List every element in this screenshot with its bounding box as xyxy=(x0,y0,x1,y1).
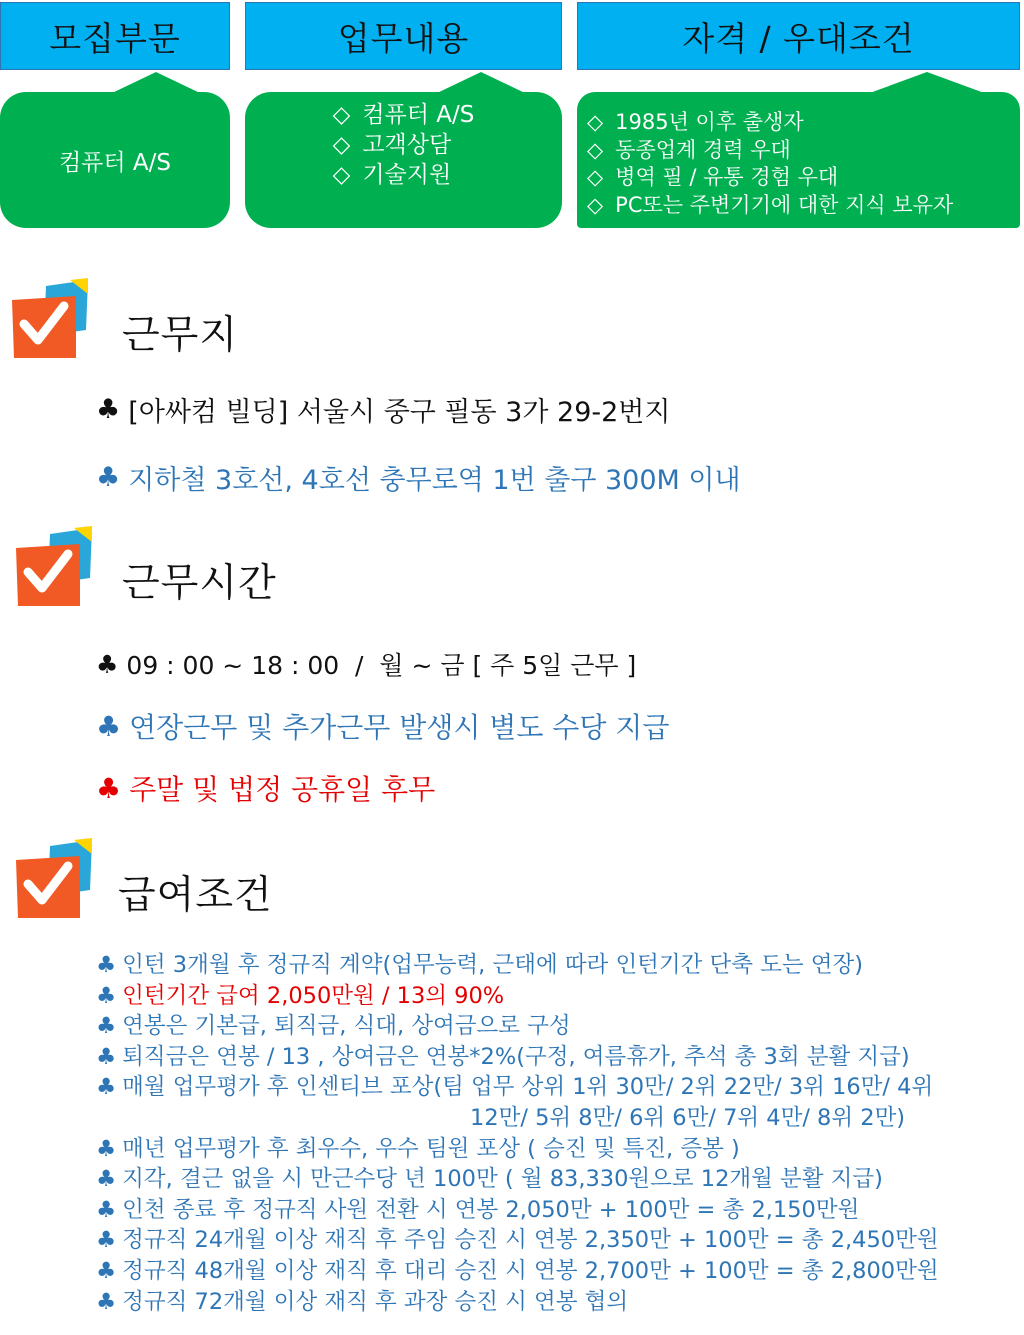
qualification-item-label: PC또는 주변기기에 대한 지식 보유자 xyxy=(615,192,954,217)
salary-item-text: 퇴직금은 연봉 / 13 , 상여금은 연봉*2%(구정, 여름휴가, 추석 총 3회 분활 지급) xyxy=(122,1043,910,1070)
duties-list xyxy=(333,100,475,190)
qualification-item xyxy=(587,109,1020,137)
salary-item-text: 매년 업무평가 후 최우수, 우수 팀원 포상 ( 승진 및 특진, 증봉 ) xyxy=(122,1135,740,1162)
hours-overtime xyxy=(96,706,669,746)
diamond-icon: ◇ xyxy=(587,110,604,134)
salary-item xyxy=(96,1195,1016,1226)
recruit-box-text: 컴퓨터 A/S xyxy=(58,149,172,176)
salary-item-text: 인천 종료 후 정규직 사원 전환 시 연봉 2,050만 + 100만 = 총 2,150만원 xyxy=(122,1196,860,1223)
hours-holiday-text: 주말 및 법정 공휴일 후무 xyxy=(129,773,436,806)
salary-item xyxy=(96,1072,1016,1103)
location-address xyxy=(96,390,670,429)
location-subway xyxy=(96,458,741,497)
hours-overtime-text: 연장근무 및 추가근무 발생시 별도 수당 지급 xyxy=(129,711,670,744)
salary-item-text: 12만/ 5위 8만/ 6위 6만/ 7위 4만/ 8위 2만) xyxy=(470,1104,906,1131)
checkbox-icon xyxy=(14,526,96,608)
qualification-item xyxy=(587,192,1020,220)
club-icon: ♣ xyxy=(96,1135,117,1162)
club-icon: ♣ xyxy=(96,1074,117,1101)
recruit-box xyxy=(0,92,230,228)
diamond-icon: ◇ xyxy=(587,192,604,217)
club-icon: ♣ xyxy=(96,709,122,743)
location-address-text: [아싸컴 빌딩] 서울시 중구 필동 3가 29-2번지 xyxy=(128,397,671,428)
salary-list xyxy=(96,950,1016,1317)
header-qualifications xyxy=(577,2,1020,70)
salary-item xyxy=(96,1287,1016,1318)
club-icon: ♣ xyxy=(96,394,121,425)
hours-schedule xyxy=(96,646,636,682)
salary-item-text: 인턴기간 급여 2,050만원 / 13의 90% xyxy=(122,982,505,1009)
salary-item xyxy=(96,950,1016,981)
salary-item xyxy=(96,981,1016,1012)
club-icon: ♣ xyxy=(96,1257,117,1284)
club-icon: ♣ xyxy=(96,649,119,679)
header-recruit xyxy=(0,2,230,70)
salary-item xyxy=(96,1164,1016,1195)
recruit-box-pointer xyxy=(110,72,202,94)
club-icon: ♣ xyxy=(96,771,122,805)
salary-item-text: 매월 업무평가 후 인센티브 포상(팀 업무 상위 1위 30만/ 2위 22만/ 3위 16만/ 4위 xyxy=(122,1074,934,1101)
duties-item xyxy=(333,130,475,160)
salary-item-text: 정규직 48개월 이상 재직 후 대리 승진 시 연봉 2,700만 + 100만 = 총 2,800만원 xyxy=(122,1257,939,1284)
salary-item-continuation xyxy=(96,1103,1016,1134)
header-recruit-label: 모집부문 xyxy=(49,18,181,58)
salary-item xyxy=(96,1134,1016,1165)
club-icon: ♣ xyxy=(96,952,117,978)
diamond-icon: ◇ xyxy=(332,102,351,128)
club-icon: ♣ xyxy=(96,1043,117,1070)
club-icon: ♣ xyxy=(96,1288,117,1315)
section-title-location: 근무지 xyxy=(122,313,239,358)
salary-item xyxy=(96,1042,1016,1073)
header-qualifications-label: 자격 / 우대조건 xyxy=(682,18,915,58)
duties-item-label: 기술지원 xyxy=(362,162,452,188)
qualification-item xyxy=(587,164,1020,192)
salary-item-text: 지각, 결근 없을 시 만근수당 년 100만 ( 월 83,330원으로 12개월 분활 지급) xyxy=(122,1166,883,1193)
qualifications-box-pointer xyxy=(867,72,987,94)
salary-item-text: 정규직 72개월 이상 재직 후 과장 승진 시 연봉 협의 xyxy=(122,1288,629,1315)
salary-item xyxy=(96,1011,1016,1042)
club-icon: ♣ xyxy=(96,982,117,1009)
qualifications-box xyxy=(577,92,1020,228)
header-duties xyxy=(245,2,562,70)
duties-box-pointer xyxy=(435,72,527,94)
duties-item xyxy=(333,160,475,190)
salary-item-text: 인턴 3개월 후 정규직 계약(업무능력, 근태에 따라 인턴기간 단축 도는 연장) xyxy=(122,952,864,978)
hours-schedule-text: 09 : 00 ~ 18 : 00 / 월 ~ 금 [ 주 5일 근무 ] xyxy=(126,651,637,680)
header-duties-label: 업무내용 xyxy=(337,18,470,58)
qualification-item-label: 1985년 이후 출생자 xyxy=(615,110,804,134)
location-subway-text: 지하철 3호선, 4호선 충무로역 1번 출구 300M 이내 xyxy=(128,465,741,496)
duties-box xyxy=(245,92,562,228)
duties-item-label: 고객상담 xyxy=(362,132,452,158)
club-icon: ♣ xyxy=(96,1196,117,1223)
salary-item xyxy=(96,1256,1016,1287)
salary-item xyxy=(96,1225,1016,1256)
club-icon: ♣ xyxy=(96,462,121,493)
diamond-icon: ◇ xyxy=(332,162,351,188)
duties-item xyxy=(333,100,475,130)
club-icon: ♣ xyxy=(96,1227,117,1254)
club-icon: ♣ xyxy=(96,1013,117,1040)
club-icon: ♣ xyxy=(96,1166,117,1193)
qualification-item-label: 병역 필 / 유통 경험 우대 xyxy=(615,165,839,189)
qualification-item-label: 동종업계 경력 우대 xyxy=(615,137,791,162)
qualification-item xyxy=(587,137,1020,165)
diamond-icon: ◇ xyxy=(332,132,351,158)
salary-item-text: 정규직 24개월 이상 재직 후 주임 승진 시 연봉 2,350만 + 100만 = 총 2,450만원 xyxy=(122,1227,939,1254)
duties-item-label: 컴퓨터 A/S xyxy=(362,102,475,128)
diamond-icon: ◇ xyxy=(587,137,604,162)
section-title-salary: 급여조건 xyxy=(118,873,273,918)
section-title-hours: 근무시간 xyxy=(122,561,277,606)
checkbox-icon xyxy=(14,838,96,920)
diamond-icon: ◇ xyxy=(587,165,604,189)
checkbox-icon xyxy=(10,278,92,360)
hours-holiday xyxy=(96,768,435,808)
qualifications-list xyxy=(577,92,1020,219)
salary-item-text: 연봉은 기본급, 퇴직금, 식대, 상여금으로 구성 xyxy=(122,1013,571,1040)
